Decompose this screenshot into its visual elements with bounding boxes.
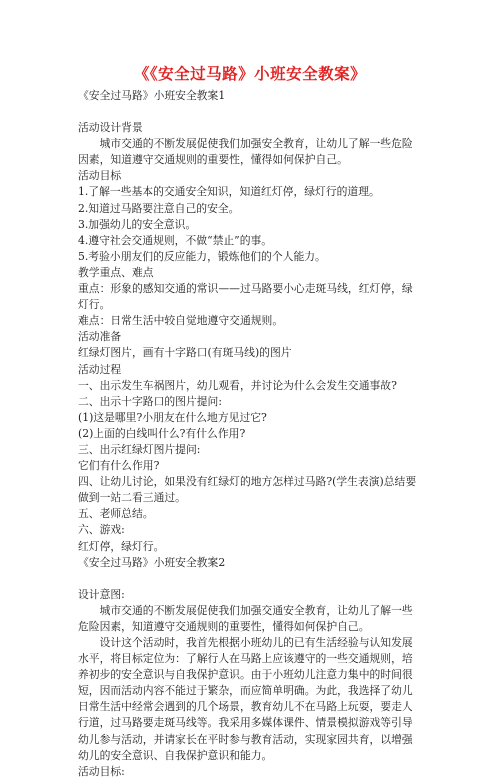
text-paragraph: 重点：形象的感知交通的常识——过马路要小心走斑马线，红灯停，绿灯行。: [78, 282, 413, 312]
text-line: 5.考验小朋友们的反应能力，锻炼他们的个人能力。: [78, 249, 326, 263]
text-paragraph: 设计这个活动时，我首先根据小班幼儿的已有生活经验与认知发展水平，将目标定位为：了解行人在马路上应该遵守的一些交通规则，培养初步的安全意识与自我保护意识。由于小班幼儿注意力集中的时间很短，因而活动内容不能过于繁杂，而应简单明确。为此，我选择了幼儿日常生活中经常会遇到的几个场景，教育幼儿不在马路上玩耍，要走人行道，过马路要走斑马线等。我采用多媒体课件、情景模拟游戏等引导幼儿参与活动，并请家长在平时参与教育活动，实现家园共育，以增强幼儿的安全意识、自我保护意识和能力。: [78, 636, 413, 762]
text-line: 六、游戏:: [78, 523, 125, 537]
text-line: 红灯停，绿灯行。: [78, 539, 165, 553]
page-title: 《《安全过马路》小班安全教案》: [133, 64, 367, 83]
text-line: (2)上面的白线叫什么?有什么作用?: [78, 426, 246, 440]
text-paragraph: 城市交通的不断发展促使我们加强安全教育，让幼儿了解一些危险因素，知道遵守交通规则的重要性，懂得如何保护自己。: [78, 137, 413, 167]
section-heading: 《安全过马路》小班安全教案2: [78, 555, 226, 569]
text-paragraph: 城市交通的不断发展促使我们加强交通安全教育，让幼儿了解一些危险因素，知道遵守交通规则的重要性，懂得如何保护自己。: [78, 603, 413, 633]
text-line: 活动设计背景: [78, 121, 143, 135]
text-line: 它们有什么作用?: [78, 459, 160, 473]
section-heading: 《安全过马路》小班安全教案1: [78, 89, 226, 102]
text-line: 3.加强幼儿的安全意识。: [78, 217, 197, 231]
text-line: 1.了解一些基本的交通安全知识，知道红灯停，绿灯行的道理。: [78, 185, 380, 199]
document-body: [78, 88, 423, 780]
text-line: 三、出示红绿灯图片提问:: [78, 442, 201, 456]
spacer: [78, 104, 423, 120]
text-line: 2.知道过马路要注意自己的安全。: [78, 201, 240, 215]
text-line: 教学重点、难点: [78, 265, 154, 279]
spacer: [78, 571, 423, 587]
text-line: (1)这是哪里?小朋友在什么地方见过它?: [78, 410, 267, 424]
text-line: 五、老师总结。: [78, 507, 154, 521]
text-line: 二、出示十字路口的图片提问:: [78, 394, 222, 408]
text-line: 难点：日常生活中较自觉地遵守交通规则。: [78, 314, 284, 328]
text-line: 活动准备: [78, 330, 122, 344]
text-line: 4.遵守社会交通规则，不做“禁止”的事。: [78, 233, 273, 247]
text-line: 设计意图:: [78, 587, 125, 601]
text-line: 活动目标:: [78, 764, 125, 778]
text-line: 红绿灯图片，画有十字路口(有斑马线)的图片: [78, 346, 292, 360]
text-paragraph: 四、让幼儿讨论，如果没有红绿灯的地方怎样过马路?(学生表演)总结要做到一站二看三通过。: [78, 475, 417, 505]
text-line: 活动过程: [78, 362, 122, 376]
text-line: 一、出示发生车祸图片，幼儿观看，并讨论为什么会发生交通事故?: [78, 378, 397, 392]
text-line: 活动目标: [78, 169, 122, 183]
